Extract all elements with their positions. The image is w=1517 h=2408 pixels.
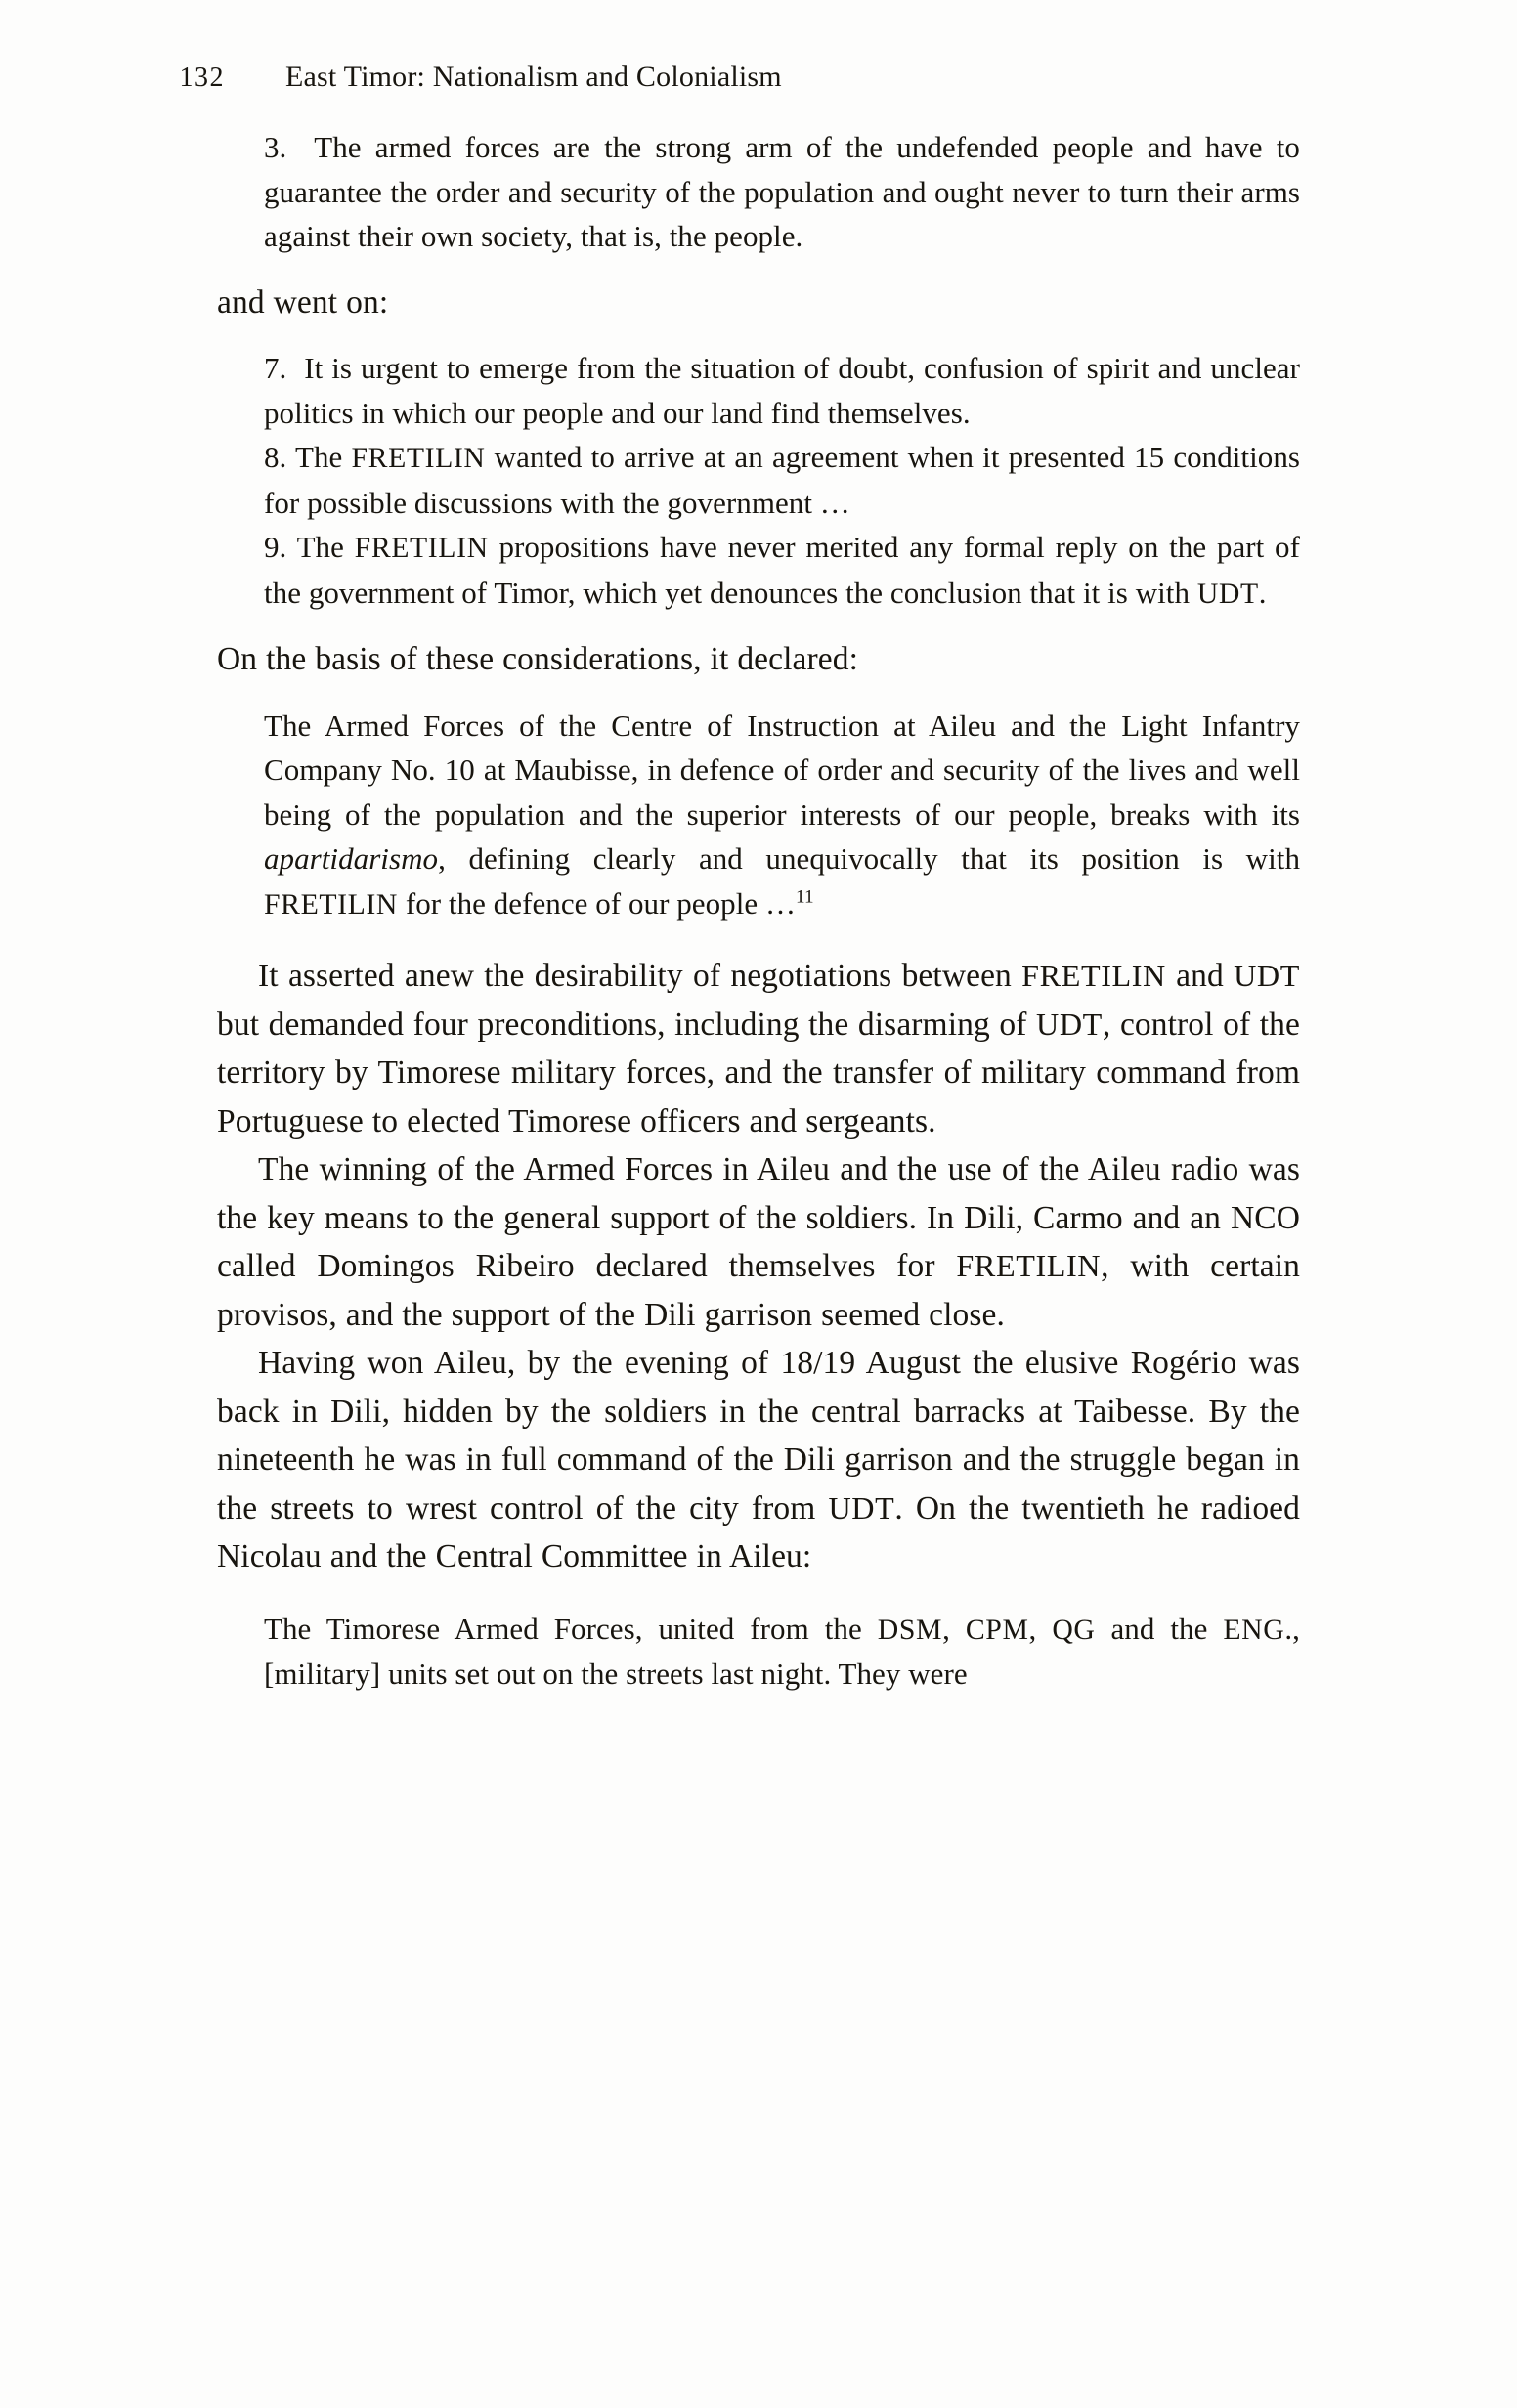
blockquote-1	[264, 125, 1300, 259]
para-1-text-b: and	[1165, 958, 1235, 994]
acronym-udt: UDT	[1234, 958, 1300, 993]
blockquote-4-text-e: ., [military] units set out on the streets last night. They were	[264, 1611, 1300, 1691]
blockquote-3	[264, 704, 1300, 927]
para-2-text-a: The winning of the Armed Forces in Aileu and the use of the Aileu radio was the key means to the general support of the soldiers. In Dili, Carmo and an NCO called Domingos Ribeiro declared themselves for	[217, 1151, 1300, 1284]
para-3-text-a: Having won Aileu, by the evening of 18/19 August the elusive Rogério was back in Dili, hidden by the soldiers in the central barracks at Taibesse. By the nineteenth he was in full command of the Dili garrison and the struggle began in the streets to wrest control of the city from	[217, 1345, 1300, 1526]
blockquote-4-text-b: ,	[942, 1611, 966, 1646]
para-2-text-b: , with certain provisos, and the support of the Dili garrison seemed close.	[217, 1248, 1300, 1333]
acronym-fretilin: FRETILIN	[1021, 958, 1166, 993]
blockquote-4-text-d: and the	[1095, 1611, 1224, 1646]
para-3-text-b: . On the twentieth he radioed Nicolau and the Central Committee in Aileu:	[217, 1489, 1300, 1574]
list-number-8: 8.	[264, 440, 287, 474]
item-7-text: It is urgent to emerge from the situation of doubt, confusion of spirit and unclear politics in which our people and our land find themselves.	[264, 351, 1300, 430]
blockquote-3-paragraph	[264, 704, 1300, 927]
running-head	[0, 61, 1517, 94]
list-number-9: 9.	[264, 530, 287, 564]
para-1-text-d: , control of the territory by Timorese military forces, and the transfer of military command from Portuguese to elected Timorese officers and sergeants.	[217, 1006, 1300, 1140]
blockquote-3-text-c: for the defence of our people …	[398, 885, 797, 921]
acronym-eng: ENG	[1223, 1612, 1285, 1646]
page-number: 132	[179, 63, 225, 93]
acronym-fretilin: FRETILIN	[956, 1248, 1102, 1283]
lead-in-on-the-basis: On the basis of these considerations, it declared:	[217, 641, 858, 677]
blockquote-3-text-b: , defining clearly and unequivocally that its position is with	[438, 841, 1300, 876]
para-1-text-a: It asserted anew the desirability of negotiations between	[258, 958, 1022, 994]
blockquote-4-text-c: ,	[1028, 1611, 1053, 1646]
item-9-text-a: The	[296, 530, 355, 564]
paragraph-it-asserted-anew	[217, 952, 1300, 1145]
acronym-udt: UDT	[1196, 577, 1259, 610]
list-number-3: 3.	[264, 130, 287, 164]
text-block	[217, 125, 1300, 1697]
acronym-fretilin: FRETILIN	[351, 442, 486, 474]
item-9-text-b: propositions have never merited any formal reply on the part of the government of Timor, which yet denounces the conclusion that it is with	[264, 530, 1300, 610]
paragraph-the-winning-of-the-armed-forces	[217, 1145, 1300, 1339]
blockquote-2	[264, 346, 1300, 616]
blockquote-2-item-9	[264, 525, 1300, 616]
blockquote-1-paragraph	[264, 125, 1300, 259]
item-9-text-c: .	[1258, 575, 1267, 610]
blockquote-2-item-7	[264, 346, 1300, 435]
acronym-cpm: CPM	[965, 1612, 1029, 1646]
running-title: East Timor: Nationalism and Colonialism	[285, 61, 782, 93]
paragraph-having-won-aileu	[217, 1339, 1300, 1581]
blockquote-1-text: The armed forces are the strong arm of the undefended people and have to guarantee the order and security of the population and ought never to turn their arms against their own society, that is, the people.	[264, 130, 1300, 253]
acronym-udt: UDT	[828, 1489, 895, 1526]
acronym-fretilin: FRETILIN	[354, 532, 489, 564]
lead-in-and-went-on: and went on:	[217, 283, 389, 321]
para-1-text-c: but demanded four preconditions, including the disarming of	[217, 1006, 1037, 1043]
item-8-text-b: wanted to arrive at an agreement when it presented 15 conditions for possible discussions with the government …	[264, 440, 1300, 520]
blockquote-4-paragraph	[264, 1607, 1300, 1697]
blockquote-3-text-a: The Armed Forces of the Centre of Instruction at Aileu and the Light Infantry Company No. 10 at Maubisse, in defence of order and security of the lives and well being of the population and the superior interests of our people, breaks with its	[264, 708, 1300, 832]
acronym-udt: UDT	[1036, 1006, 1103, 1042]
item-8-text-a: The	[294, 440, 352, 474]
blockquote-4	[264, 1607, 1300, 1697]
footnote-marker-11: 11	[796, 886, 814, 908]
list-number-7: 7.	[264, 351, 287, 385]
italic-apartidarismo: apartidarismo	[264, 841, 439, 876]
blockquote-2-item-8	[264, 435, 1300, 525]
acronym-dsm: DSM	[877, 1612, 943, 1646]
acronym-fretilin: FRETILIN	[264, 887, 399, 921]
acronym-qg: QG	[1052, 1612, 1096, 1646]
blockquote-4-text-a: The Timorese Armed Forces, united from the	[264, 1611, 878, 1646]
